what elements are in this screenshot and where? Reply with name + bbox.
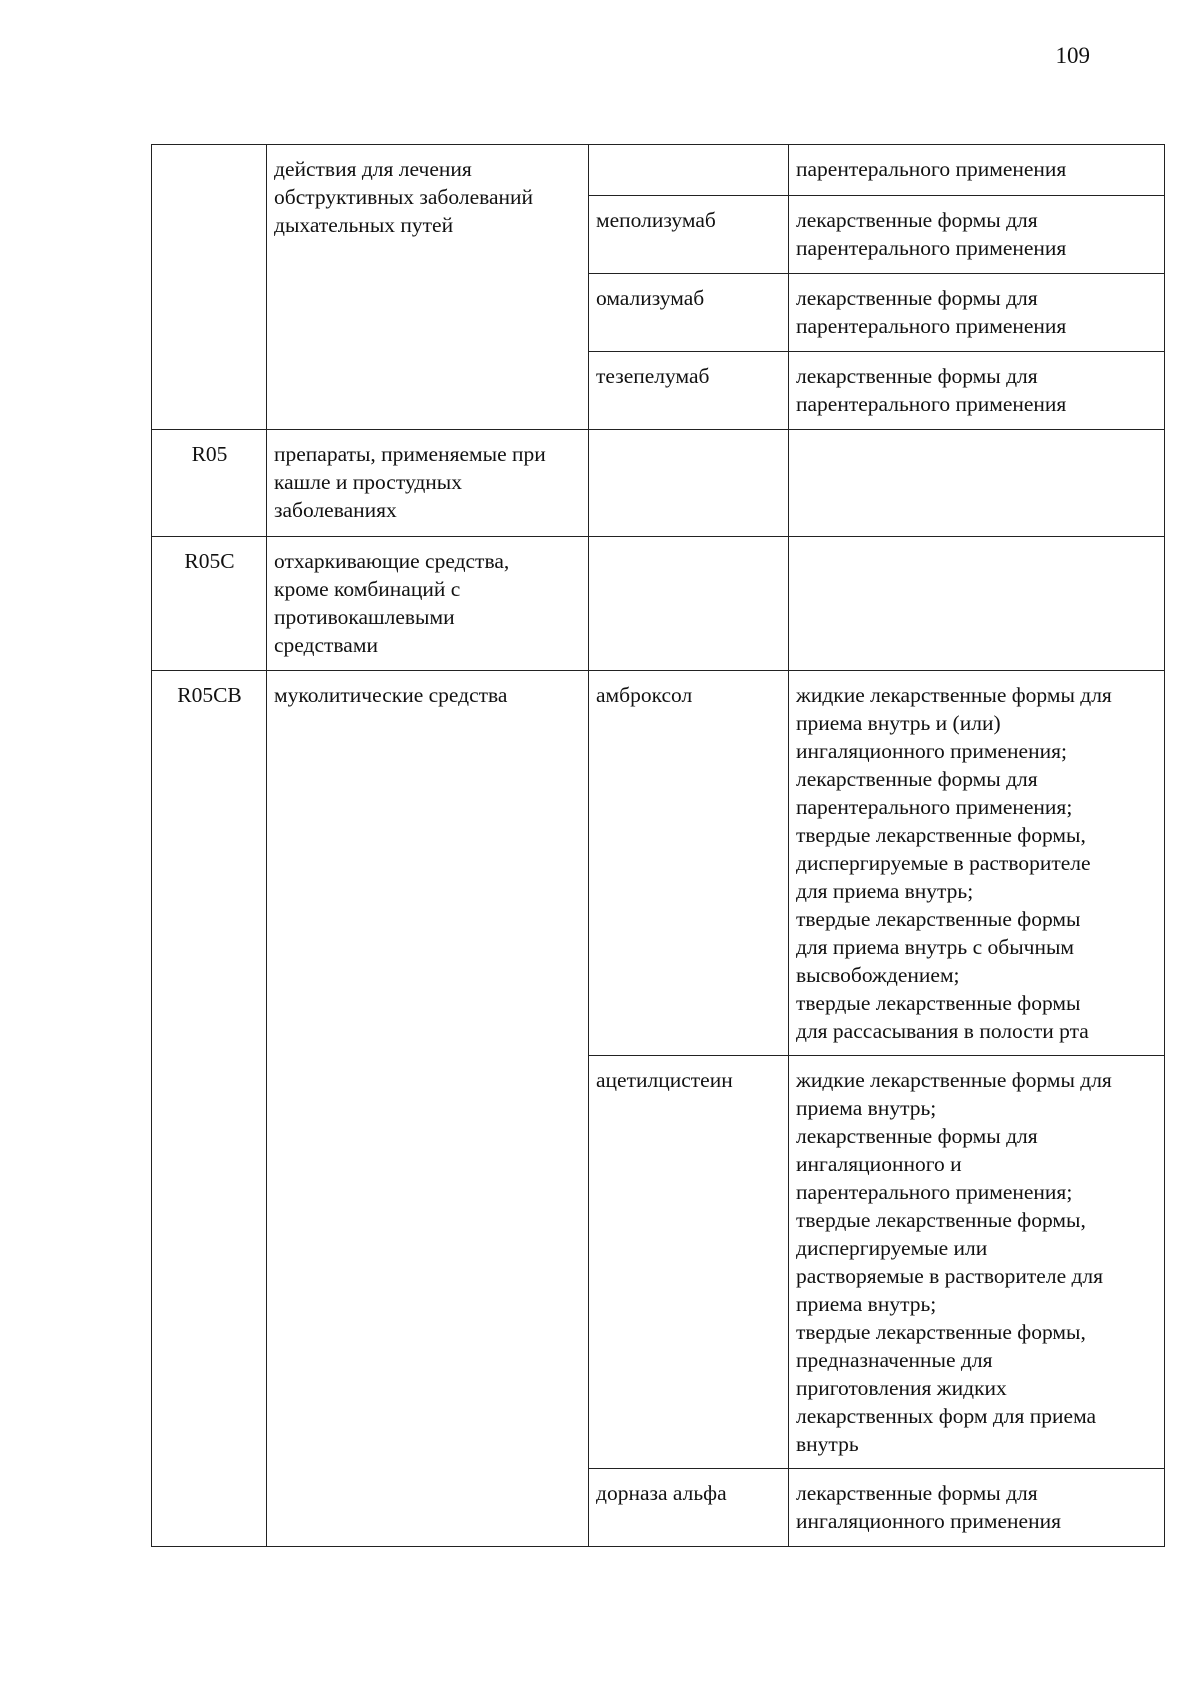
atc-code-cell: R05CB bbox=[152, 671, 267, 1547]
drug-name-cell: ацетилцистеин bbox=[589, 1056, 789, 1469]
atc-code-cell bbox=[152, 145, 267, 430]
drug-name-cell bbox=[589, 430, 789, 537]
drug-classification-table bbox=[151, 144, 1165, 1547]
dosage-forms-cell: лекарственные формы для ингаляционного применения bbox=[789, 1469, 1165, 1547]
drug-name-cell bbox=[589, 537, 789, 671]
dosage-forms-cell: лекарственные формы для парентерального применения bbox=[789, 196, 1165, 274]
drug-name-cell bbox=[589, 145, 789, 196]
dosage-forms-cell: жидкие лекарственные формы для приема внутрь; лекарственные формы для ингаляционного и парентерального применения; твердые лекарственные формы, диспергируемые или растворяемые в растворителе для приема внутрь; твердые лекарственные формы, предназначенные для приготовления жидких лекарственных форм для приема внутрь bbox=[789, 1056, 1165, 1469]
group-name-cell: муколитические средства bbox=[267, 671, 589, 1547]
table-row bbox=[152, 671, 1165, 1056]
dosage-forms-cell: лекарственные формы для парентерального применения bbox=[789, 274, 1165, 352]
table-row bbox=[152, 145, 1165, 196]
drug-name-cell: омализумаб bbox=[589, 274, 789, 352]
atc-code-cell: R05C bbox=[152, 537, 267, 671]
group-name-cell: отхаркивающие средства, кроме комбинаций с противокашлевыми средствами bbox=[267, 537, 589, 671]
table-row bbox=[152, 537, 1165, 671]
drug-name-cell: дорназа альфа bbox=[589, 1469, 789, 1547]
dosage-forms-cell: жидкие лекарственные формы для приема внутрь и (или) ингаляционного применения; лекарственные формы для парентерального применения; твердые лекарственные формы, диспергируемые в растворителе для приема внутрь; твердые лекарственные формы для приема внутрь с обычным высвобождением; твердые лекарственные формы для рассасывания в полости рта bbox=[789, 671, 1165, 1056]
drug-name-cell: тезепелумаб bbox=[589, 352, 789, 430]
drug-name-cell: амброксол bbox=[589, 671, 789, 1056]
dosage-forms-cell: парентерального применения bbox=[789, 145, 1165, 196]
group-name-cell: действия для лечения обструктивных заболеваний дыхательных путей bbox=[267, 145, 589, 430]
table-row bbox=[152, 430, 1165, 537]
dosage-forms-cell: лекарственные формы для парентерального применения bbox=[789, 352, 1165, 430]
atc-code-cell: R05 bbox=[152, 430, 267, 537]
dosage-forms-cell bbox=[789, 430, 1165, 537]
drug-name-cell: меполизумаб bbox=[589, 196, 789, 274]
group-name-cell: препараты, применяемые при кашле и простудных заболеваниях bbox=[267, 430, 589, 537]
page-number: 109 bbox=[1055, 43, 1090, 68]
dosage-forms-cell bbox=[789, 537, 1165, 671]
